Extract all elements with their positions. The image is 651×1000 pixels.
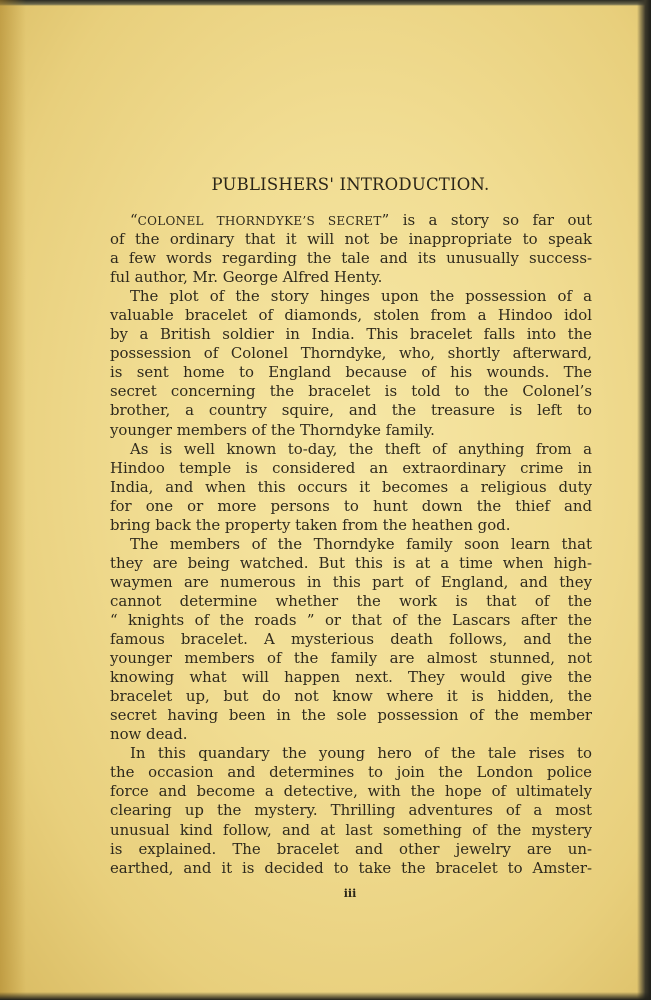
text-line: clearing up the mystery. Thrilling adventures of a most xyxy=(110,801,592,820)
text-line: of the ordinary that it will not be inappropriate to speak xyxy=(110,230,592,249)
quote-open: “ xyxy=(130,211,138,229)
text-line: As is well known to-day, the theft of anything from a xyxy=(130,439,592,458)
page-number: iii xyxy=(343,887,357,900)
text-line: waymen are numerous in this part of England, and they xyxy=(110,572,592,591)
text-line: younger members of the family are almost stunned, not xyxy=(110,649,592,668)
text-line: bring back the property taken from the heathen god. xyxy=(110,515,511,534)
opening-rest: is a story so far out xyxy=(389,211,592,229)
text-line: cannot determine whether the work is that of the xyxy=(110,591,592,610)
text-line: bracelet up, but do not know where it is hidden, the xyxy=(110,687,592,706)
quote-close: ” xyxy=(381,211,390,229)
page-heading: PUBLISHERS' INTRODUCTION. xyxy=(211,175,490,194)
text-line: The plot of the story hinges upon the possession of a xyxy=(130,287,592,306)
page-bottom-edge xyxy=(0,992,651,1000)
text-line: now dead. xyxy=(110,725,188,744)
text-line: In this quandary the young hero of the tale rises to xyxy=(130,744,592,763)
book-title-smallcaps: COLONEL THORNDYKE’S SECRET xyxy=(137,214,382,228)
introduction-body xyxy=(110,211,592,878)
spine-shadow xyxy=(0,0,26,1000)
text-line: unusual kind follow, and at last something of the mystery xyxy=(110,820,592,839)
text-line: knowing what will happen next. They would give the xyxy=(110,668,592,687)
text-line: earthed, and it is decided to take the bracelet to Amster- xyxy=(110,858,592,877)
text-line: secret having been in the sole possession of the member xyxy=(110,706,592,725)
text-line: by a British soldier in India. This bracelet falls into the xyxy=(110,325,592,344)
text-line: they are being watched. But this is at a time when high- xyxy=(110,553,592,572)
text-line-opening xyxy=(110,211,592,230)
text-line: ful author, Mr. George Alfred Henty. xyxy=(110,268,383,287)
text-line: famous bracelet. A mysterious death follows, and the xyxy=(110,630,592,649)
page-right-edge xyxy=(637,0,651,1000)
text-line: Hindoo temple is considered an extraordinary crime in xyxy=(110,458,592,477)
text-line: is sent home to England because of his wounds. The xyxy=(110,363,592,382)
text-line: brother, a country squire, and the treasure is left to xyxy=(110,401,592,420)
text-line: the occasion and determines to join the London police xyxy=(110,763,592,782)
text-line: possession of Colonel Thorndyke, who, shortly afterward, xyxy=(110,344,592,363)
text-line: “ knights of the roads ” or that of the Lascars after the xyxy=(110,610,592,629)
text-line: for one or more persons to hunt down the thief and xyxy=(110,496,592,515)
text-line: a few words regarding the tale and its unusually success- xyxy=(110,249,592,268)
text-line: force and become a detective, with the hope of ultimately xyxy=(110,782,592,801)
page-top-edge xyxy=(0,0,651,6)
text-line: India, and when this occurs it becomes a religious duty xyxy=(110,477,592,496)
text-line: is explained. The bracelet and other jewelry are un- xyxy=(110,839,592,858)
text-line: The members of the Thorndyke family soon learn that xyxy=(130,534,592,553)
text-line: valuable bracelet of diamonds, stolen from a Hindoo idol xyxy=(110,306,592,325)
text-line: secret concerning the bracelet is told to the Colonel’s xyxy=(110,382,592,401)
text-line: younger members of the Thorndyke family. xyxy=(110,420,435,439)
